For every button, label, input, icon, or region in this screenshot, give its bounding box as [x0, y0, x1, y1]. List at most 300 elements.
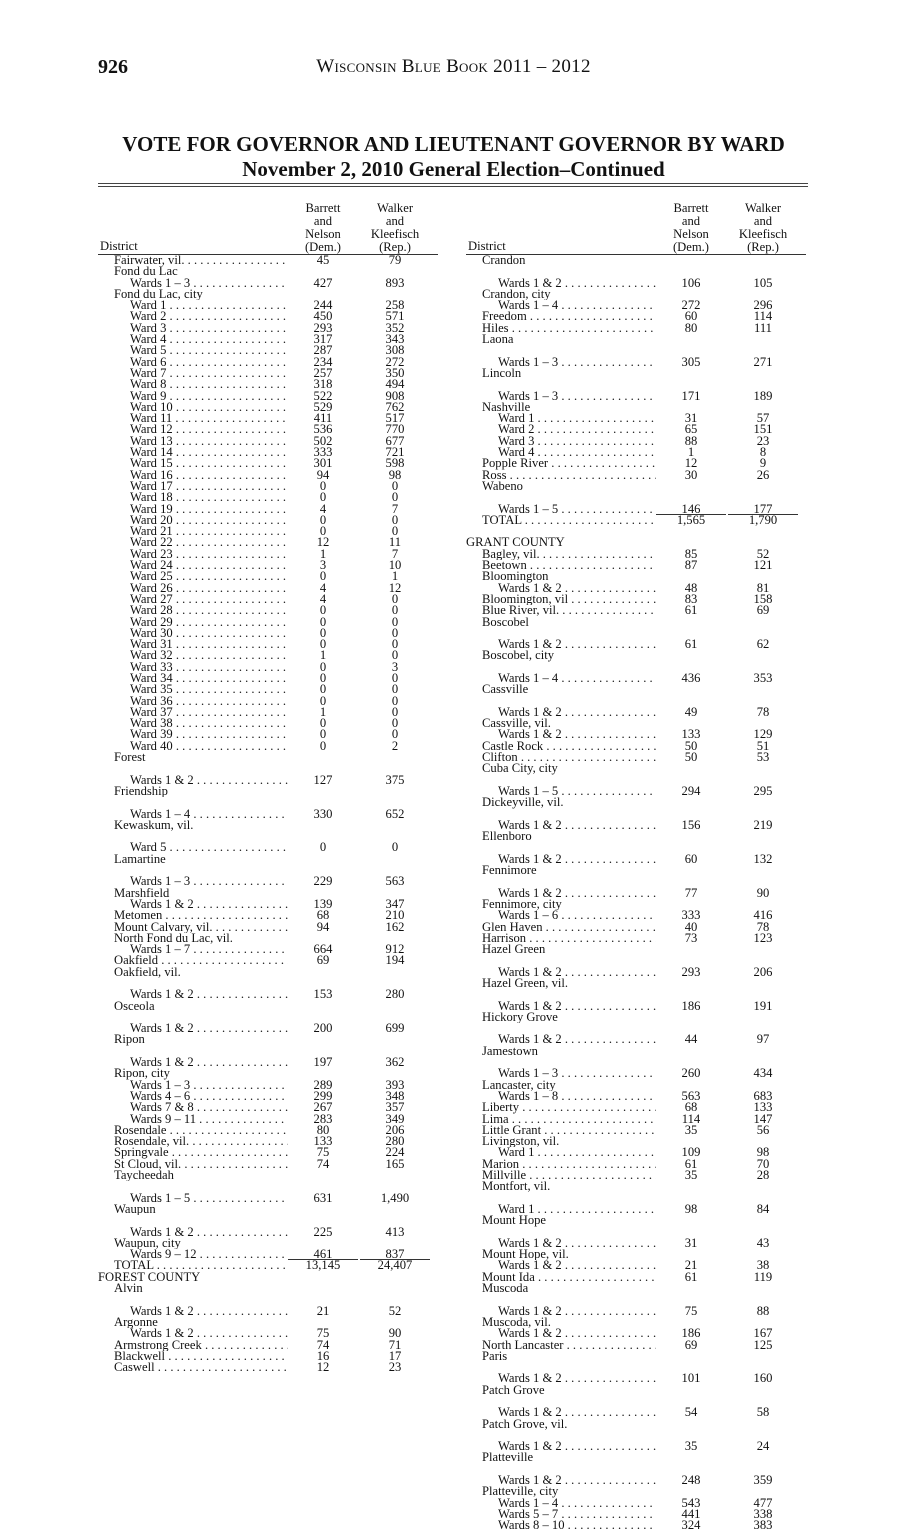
table-row — [98, 978, 438, 1001]
table-row — [466, 402, 806, 413]
district-name: Metomen . . . — [98, 910, 288, 921]
district-name: Harrison . . . — [466, 933, 656, 944]
district-name: Ward 40 . . . — [98, 741, 288, 752]
rep-votes: 0 — [391, 670, 399, 685]
dem-votes: 234 — [313, 354, 333, 369]
table-row — [466, 605, 806, 616]
table-row — [466, 1419, 806, 1430]
district-name: Ward 5 . . . — [98, 842, 288, 853]
district-name: Wabeno — [482, 480, 523, 493]
district-name: Platteville, city — [482, 1486, 559, 1498]
table-row — [98, 467, 438, 482]
rep-votes: 132 — [753, 851, 773, 866]
rep-votes: 348 — [385, 1088, 405, 1103]
table-row — [466, 591, 806, 606]
district-name: Ward 3 . . . — [98, 323, 288, 334]
district-name: Blackwell . . . — [98, 1351, 288, 1362]
district-name: Friendship — [114, 785, 168, 798]
dem-votes: 3 — [319, 558, 327, 573]
table-row — [466, 684, 806, 695]
table-row — [466, 1351, 806, 1362]
table-row — [98, 1012, 438, 1035]
table-row — [466, 1269, 806, 1284]
rep-header-line: and — [753, 214, 773, 228]
rep-votes: 24 — [756, 1439, 770, 1454]
dem-votes: 73 — [684, 930, 698, 945]
left-column — [98, 196, 438, 1373]
rep-votes: 349 — [385, 1111, 405, 1126]
dem-votes: 21 — [316, 1303, 330, 1318]
dem-votes: 16 — [316, 1348, 330, 1363]
rep-votes: 78 — [756, 704, 770, 719]
dem-votes: 87 — [684, 558, 698, 573]
table-row — [98, 478, 438, 493]
district-name: Wards 1 – 3 . . . — [98, 876, 288, 887]
dem-votes: 186 — [681, 1326, 701, 1341]
district-name: Wards 1 & 2 . . . — [466, 820, 656, 831]
district-name: Ward 21 . . . — [98, 526, 288, 537]
right-column — [466, 196, 806, 1532]
table-row — [98, 571, 438, 582]
district-name: Patch Grove — [482, 1384, 545, 1396]
table-row — [466, 1193, 806, 1216]
dem-votes: 75 — [684, 1303, 698, 1318]
dem-votes: 0 — [319, 840, 327, 855]
dem-votes: 60 — [684, 309, 698, 324]
district-name: Fond du Lac, city — [114, 288, 203, 301]
district-name: Wards 1 & 2 . . . — [466, 1260, 656, 1271]
dem-votes: 98 — [684, 1201, 698, 1216]
district-name: FOREST COUNTY — [98, 1271, 201, 1284]
dem-header-line: (Dem.) — [672, 240, 710, 254]
dem-votes: 333 — [313, 445, 333, 460]
dem-votes: 94 — [316, 919, 330, 934]
district-name: Cassville, vil. — [482, 718, 551, 730]
district-name: Nashville — [482, 401, 531, 414]
table-row — [466, 334, 806, 345]
table-row — [466, 763, 806, 774]
dem-votes: 30 — [684, 467, 698, 482]
rep-votes: 721 — [385, 445, 405, 460]
rep-votes: 121 — [753, 558, 773, 573]
table-row — [466, 910, 806, 921]
left-table-body — [98, 255, 438, 1373]
table-row — [98, 1337, 438, 1352]
rep-votes: 295 — [753, 783, 773, 798]
table-row — [466, 320, 806, 335]
district-name: Bloomington — [482, 571, 549, 583]
dem-votes: 427 — [313, 275, 333, 290]
district-name: Wards 1 & 2 . . . — [466, 888, 656, 899]
district-name: Wards 1 – 4 . . . — [98, 809, 288, 820]
table-row — [98, 865, 438, 888]
table-row — [466, 842, 806, 865]
district-name: Little Grant . . . — [466, 1125, 656, 1136]
rep-votes: 393 — [385, 1077, 405, 1092]
rep-votes: 434 — [753, 1066, 773, 1081]
rep-votes: 0 — [391, 704, 399, 719]
dem-votes: 4 — [319, 591, 327, 606]
dem-votes: 333 — [681, 908, 701, 923]
dem-votes: 74 — [316, 1156, 330, 1171]
rep-votes: 343 — [385, 332, 405, 347]
district-name: Hazel Green, vil. — [482, 978, 569, 990]
dem-votes: 1 — [687, 445, 695, 460]
dem-votes: 50 — [684, 750, 698, 765]
dem-votes: 83 — [684, 591, 698, 606]
table-row — [98, 1046, 438, 1069]
district-name: Lancaster, city — [482, 1079, 556, 1091]
district-name: Taycheedah — [114, 1170, 174, 1182]
rep-votes: 9 — [759, 456, 767, 471]
district-name: Ward 16 . . . — [98, 470, 288, 481]
district-name: Fennimore, city — [482, 898, 562, 911]
district-name: Wards 1 & 2 . . . — [98, 1057, 288, 1068]
district-name: Muscoda — [482, 1283, 529, 1295]
rep-votes: 1,790 — [728, 514, 798, 526]
rep-votes: 893 — [385, 275, 405, 290]
table-row — [466, 809, 806, 832]
district-name: Wards 1 – 3 . . . — [466, 357, 656, 368]
dem-votes: 0 — [319, 625, 327, 640]
district-name: Ellenboro — [482, 831, 532, 843]
rep-votes: 160 — [753, 1371, 773, 1386]
district-name: Fennimore — [482, 865, 537, 877]
dem-votes: 68 — [316, 908, 330, 923]
rep-header — [728, 202, 798, 254]
table-subtitle: November 2, 2010 General Election–Continued — [242, 157, 665, 181]
district-name: Ward 25 . . . — [98, 571, 288, 582]
dem-votes: 40 — [684, 919, 698, 934]
rep-votes: 3 — [391, 659, 399, 674]
rep-votes: 375 — [385, 772, 405, 787]
left-column-header — [98, 196, 438, 255]
district-name: Springvale . . . — [98, 1147, 288, 1158]
district-name: Kewaskum, vil. — [114, 819, 194, 832]
rep-votes: 78 — [756, 919, 770, 934]
dem-votes: 293 — [681, 964, 701, 979]
rep-votes: 7 — [391, 501, 399, 516]
district-name: Wards 1 & 2 . . . — [466, 1441, 656, 1452]
dem-votes: 12 — [316, 1360, 330, 1375]
table-row — [466, 560, 806, 571]
district-name: Ward 1 . . . — [466, 1147, 656, 1158]
table-row — [98, 786, 438, 797]
rep-votes: 2 — [391, 738, 399, 753]
dem-votes: 0 — [319, 524, 327, 539]
dem-votes: 69 — [316, 953, 330, 968]
table-row — [466, 752, 806, 763]
dem-votes: 21 — [684, 1258, 698, 1273]
rep-votes: 158 — [753, 591, 773, 606]
dem-votes: 0 — [319, 569, 327, 584]
table-row — [466, 831, 806, 842]
district-name: Marion . . . — [466, 1159, 656, 1170]
rep-votes: 105 — [753, 275, 773, 290]
rep-votes: 362 — [385, 1055, 405, 1070]
district-name: Ward 7 . . . — [98, 368, 288, 379]
dem-votes: 35 — [684, 1168, 698, 1183]
table-row — [98, 797, 438, 820]
dem-votes: 248 — [681, 1473, 701, 1488]
rep-votes: 383 — [753, 1518, 773, 1532]
table-row — [98, 1215, 438, 1238]
district-name: Waupun — [114, 1203, 156, 1216]
dem-votes: 260 — [681, 1066, 701, 1081]
district-name: Fond du Lac — [114, 266, 178, 278]
rep-votes: 1 — [391, 569, 399, 584]
rep-votes: 88 — [756, 1303, 770, 1318]
district-name: North Fond du Lac, vil. — [114, 932, 233, 945]
dem-votes: 1 — [319, 704, 327, 719]
dem-votes: 0 — [319, 490, 327, 505]
district-name: Boscobel — [482, 616, 529, 628]
dem-header — [288, 202, 358, 254]
rep-votes: 10 — [388, 558, 402, 573]
rep-votes: 43 — [756, 1235, 770, 1250]
dem-header-line: and — [313, 214, 333, 228]
table-row — [98, 854, 438, 865]
rep-votes: 147 — [753, 1111, 773, 1126]
rep-votes: 912 — [385, 942, 405, 957]
table-row — [98, 1317, 438, 1328]
district-name: Ward 5 . . . — [98, 345, 288, 356]
table-row — [466, 1136, 806, 1147]
dem-votes: 94 — [316, 467, 330, 482]
rep-votes: 413 — [385, 1224, 405, 1239]
rep-votes: 70 — [756, 1156, 770, 1171]
district-name: Argonne — [114, 1316, 158, 1329]
district-name: Hiles . . . — [466, 323, 656, 334]
rep-votes: 191 — [753, 998, 773, 1013]
table-row — [466, 696, 806, 719]
district-name: Wards 1 – 4 . . . — [466, 300, 656, 311]
rep-votes: 357 — [385, 1100, 405, 1115]
rep-votes: 683 — [753, 1088, 773, 1103]
dem-votes: 61 — [684, 1156, 698, 1171]
rep-votes: 258 — [385, 298, 405, 313]
dem-votes: 186 — [681, 998, 701, 1013]
rep-header-line: (Rep.) — [747, 240, 779, 254]
district-name: Ward 1 . . . — [466, 413, 656, 424]
table-row — [466, 345, 806, 368]
table-row — [466, 662, 806, 685]
district-name: Wards 1 & 2 . . . — [466, 583, 656, 594]
rep-votes: 280 — [385, 1134, 405, 1149]
table-row — [98, 1272, 438, 1283]
district-name: Ward 2 . . . — [466, 424, 656, 435]
district-name: Hickory Grove — [482, 1011, 558, 1024]
table-row — [466, 1294, 806, 1317]
district-name: Ward 39 . . . — [98, 729, 288, 740]
district-name: Blue River, vil. . . . — [466, 605, 656, 616]
rep-votes: 71 — [388, 1337, 402, 1352]
dem-votes: 289 — [313, 1077, 333, 1092]
district-name: Ward 4 . . . — [466, 447, 656, 458]
table-row — [98, 1294, 438, 1317]
district-name: Ward 28 . . . — [98, 605, 288, 616]
table-row — [98, 580, 438, 595]
dem-votes: 317 — [313, 332, 333, 347]
table-row — [98, 591, 438, 606]
district-name: Ward 17 . . . — [98, 481, 288, 492]
table-row — [466, 1156, 806, 1171]
district-name: Wards 4 – 6 . . . — [98, 1091, 288, 1102]
district-name: Boscobel, city — [482, 650, 555, 662]
dem-votes: 80 — [316, 1122, 330, 1137]
district-name: Wards 1 – 5 . . . — [466, 786, 656, 797]
table-row — [466, 424, 806, 435]
rep-votes: 57 — [756, 411, 770, 426]
rep-votes: 0 — [391, 682, 399, 697]
dem-votes: 330 — [313, 806, 333, 821]
district-name: Oakfield, vil. — [114, 966, 181, 978]
total-row — [98, 1260, 438, 1271]
district-name: Ward 18 . . . — [98, 492, 288, 503]
district-name: Wards 1 & 2 . . . — [466, 854, 656, 865]
rep-votes: 58 — [756, 1405, 770, 1420]
dem-votes: 563 — [681, 1088, 701, 1103]
district-name: Oakfield . . . — [98, 955, 288, 966]
rep-votes: 0 — [391, 512, 399, 527]
district-name: Fairwater, vil. . . . — [98, 255, 288, 266]
right-column-header — [466, 196, 806, 255]
dem-votes: 101 — [681, 1371, 701, 1386]
dem-votes: 77 — [684, 885, 698, 900]
district-name: Ward 37 . . . — [98, 707, 288, 718]
rep-votes: 98 — [756, 1145, 770, 1160]
dem-votes: 61 — [684, 637, 698, 652]
table-row — [466, 1506, 806, 1521]
dem-votes: 244 — [313, 298, 333, 313]
district-name: Wards 1 – 4 . . . — [466, 1498, 656, 1509]
dem-votes: 502 — [313, 433, 333, 448]
table-row — [466, 1464, 806, 1487]
dem-votes: 441 — [681, 1506, 701, 1521]
rep-votes: 210 — [385, 908, 405, 923]
table-row — [466, 930, 806, 945]
rep-header-line: and — [385, 214, 405, 228]
table-row — [466, 944, 806, 955]
district-header: District — [468, 239, 506, 253]
rep-header-line: (Rep.) — [379, 240, 411, 254]
rep-votes: 563 — [385, 874, 405, 889]
dem-votes: 85 — [684, 546, 698, 561]
district-name: Marshfield — [114, 887, 170, 899]
table-row — [98, 820, 438, 831]
district-name: Montfort, vil. — [482, 1181, 551, 1193]
district-name: Ward 15 . . . — [98, 458, 288, 469]
district-name: Crandon, city — [482, 288, 551, 301]
rep-votes: 0 — [391, 524, 399, 539]
dem-votes: 0 — [319, 512, 327, 527]
district-name: Mount Hope, vil. — [482, 1249, 569, 1261]
district-name: Mount Ida . . . — [466, 1272, 656, 1283]
district-name: Ward 33 . . . — [98, 662, 288, 673]
dem-votes: 35 — [684, 1122, 698, 1137]
dem-votes: 294 — [681, 783, 701, 798]
district-name: Bagley, vil. . . . — [466, 549, 656, 560]
district-name: Wards 1 – 5 . . . — [98, 1193, 288, 1204]
district-name: Wards 1 & 2 . . . — [98, 989, 288, 1000]
rep-votes: 129 — [753, 727, 773, 742]
district-name: Ward 30 . . . — [98, 628, 288, 639]
table-row — [466, 1385, 806, 1396]
district-name: Laona — [482, 334, 514, 346]
district-name: Wards 1 & 2 . . . — [466, 1034, 656, 1045]
rep-votes: 908 — [385, 388, 405, 403]
dem-votes: 436 — [681, 670, 701, 685]
table-row — [98, 684, 438, 695]
district-name: Rosendale, vil. . . . — [98, 1136, 288, 1147]
dem-votes: 61 — [684, 603, 698, 618]
district-name: Ward 4 . . . — [98, 334, 288, 345]
rep-votes: 350 — [385, 365, 405, 380]
table-row — [98, 1204, 438, 1215]
table-row — [466, 1283, 806, 1294]
table-row — [98, 967, 438, 978]
district-name: Livingston, vil. — [482, 1136, 560, 1148]
dem-votes: 54 — [684, 1405, 698, 1420]
district-name: Wards 1 & 2 . . . — [466, 1328, 656, 1339]
table-row — [466, 775, 806, 798]
district-name: Ross . . . — [466, 470, 656, 481]
district-name: Castle Rock . . . — [466, 741, 656, 752]
rep-votes: 0 — [391, 603, 399, 618]
district-name: Wards 1 & 2 . . . — [466, 1373, 656, 1384]
table-row — [466, 458, 806, 469]
rep-votes: 151 — [753, 422, 773, 437]
district-name: Waupun, city — [114, 1237, 181, 1250]
table-row — [98, 275, 438, 290]
district-name: Ward 34 . . . — [98, 673, 288, 684]
dem-votes: 68 — [684, 1100, 698, 1115]
district-name: Popple River . . . — [466, 458, 656, 469]
table-row — [466, 628, 806, 651]
rep-votes: 38 — [756, 1258, 770, 1273]
total-row — [466, 512, 806, 527]
district-name: Wards 1 & 2 . . . — [98, 1023, 288, 1034]
rep-votes: 0 — [391, 614, 399, 629]
district-name: Beetown . . . — [466, 560, 656, 571]
rep-votes: 98 — [388, 467, 402, 482]
table-row — [466, 526, 806, 549]
table-row — [98, 501, 438, 516]
dem-votes: 61 — [684, 1269, 698, 1284]
rep-votes: 90 — [756, 885, 770, 900]
table-row — [466, 955, 806, 978]
dem-votes: 48 — [684, 580, 698, 595]
table-row — [98, 650, 438, 661]
dem-votes: 324 — [681, 1518, 701, 1532]
dem-header — [656, 202, 726, 254]
table-row — [98, 704, 438, 719]
district-name: Millville . . . — [466, 1170, 656, 1181]
dem-votes: 146 — [681, 501, 701, 516]
rep-votes: 167 — [753, 1326, 773, 1341]
district-name: Ward 20 . . . — [98, 515, 288, 526]
table-row — [466, 865, 806, 876]
district-name: Ward 1 . . . — [98, 300, 288, 311]
district-name: Glen Haven . . . — [466, 922, 656, 933]
rep-votes: 359 — [753, 1473, 773, 1488]
rep-votes: 571 — [385, 309, 405, 324]
rep-votes: 0 — [391, 840, 399, 855]
dem-votes: 4 — [319, 580, 327, 595]
table-row — [466, 1495, 806, 1510]
rep-votes: 97 — [756, 1032, 770, 1047]
table-row — [98, 1156, 438, 1171]
